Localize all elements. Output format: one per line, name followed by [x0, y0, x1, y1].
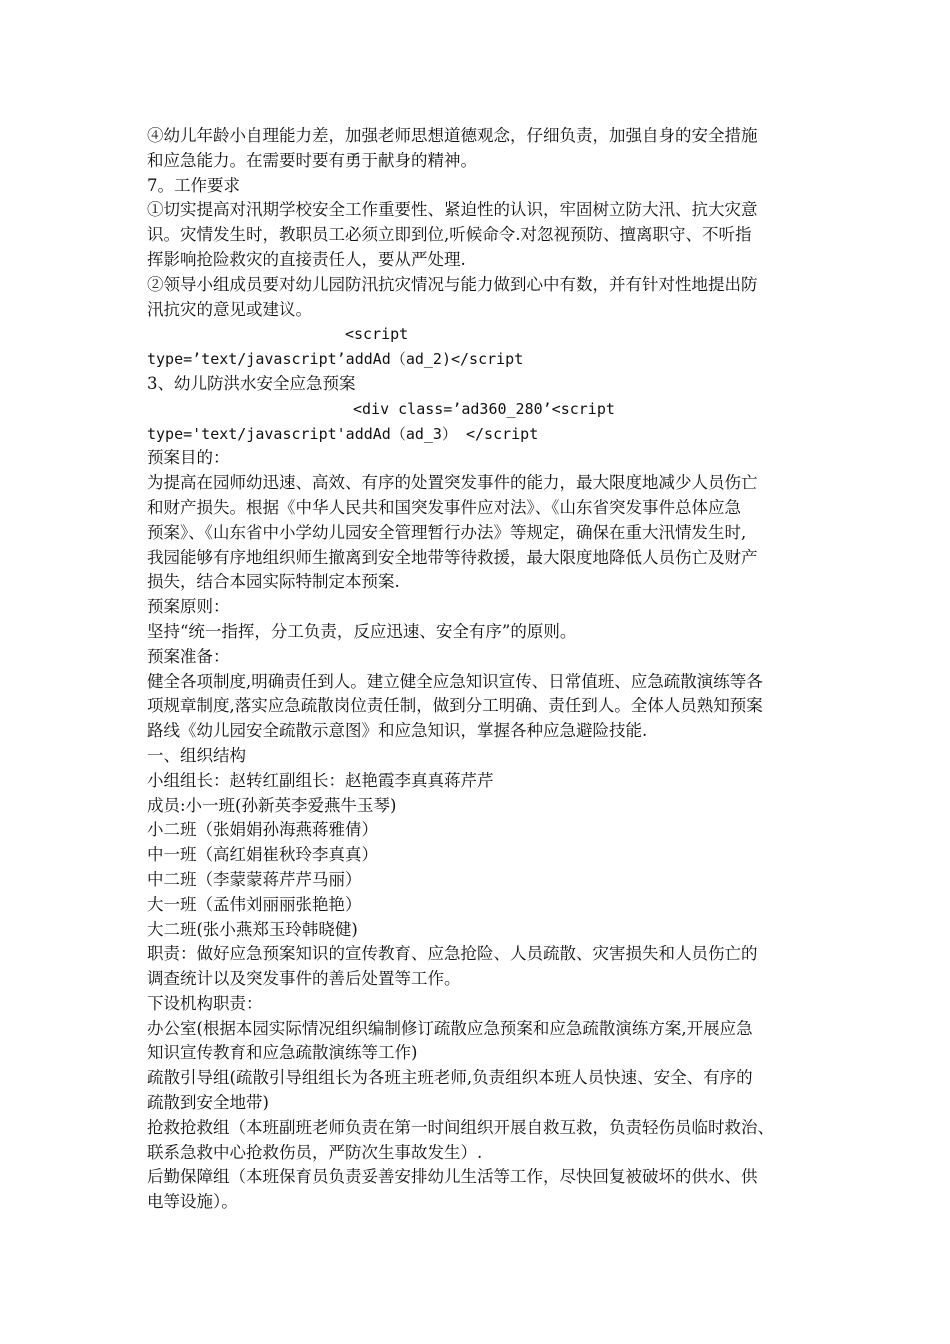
text-line: 小组组长：赵转红副组长：赵艳霞李真真蒋芹芹: [147, 770, 494, 790]
subheading: 预案原则：: [147, 597, 230, 617]
text-line: 职责：做好应急预案知识的宣传教育、应急抢险、人员疏散、灾害损失和人员伤亡的: [147, 944, 758, 964]
text-line: 疏散引导组(疏散引导组组长为各班主班老师,负责组织本班人员快速、安全、有序的: [147, 1068, 753, 1088]
code-fragment: type='text/javascript'addAd（ad_3） </script: [147, 424, 539, 443]
text-line: 中一班（高红娟崔秋玲李真真）: [147, 845, 378, 865]
text-line: 我园能够有序地组织师生撤离到安全地带等待救援，最大限度地降低人员伤亡及财产: [147, 547, 758, 567]
text-line: 健全各项制度,明确责任到人。建立健全应急知识宣传、日常值班、应急疏散演练等各: [147, 671, 763, 691]
text-line: 识。灾情发生时，教职员工必须立即到位,听候命令.对忽视预防、擅离职守、不听指: [147, 225, 752, 245]
subheading: 预案目的：: [147, 448, 230, 468]
text-line: 成员:小一班(孙新英李爱燕牛玉琴): [147, 795, 397, 815]
text-line: 路线《幼儿园安全疏散示意图》和应急知识，掌握各种应急避险技能.: [147, 721, 648, 741]
text-line: 为提高在园师幼迅速、高效、有序的处置突发事件的能力，最大限度地减少人员伤亡: [147, 473, 758, 493]
text-line: 损失，结合本园实际特制定本预案.: [147, 572, 400, 592]
document-page: [147, 124, 812, 1215]
text-line: 和应急能力。在需要时要有勇于献身的精神。: [147, 150, 477, 170]
text-line: 挥影响抢险救灾的直接责任人，要从严处理.: [147, 249, 466, 269]
text-line: 和财产损失。根据《中华人民共和国突发事件应对法》、《山东省突发事件总体应急: [147, 497, 741, 517]
text-line: 中二班（李蒙蒙蒋芹芹马丽）: [147, 869, 362, 889]
text-line: 汛抗灾的意见或建议。: [147, 299, 312, 319]
text-line: ①切实提高对汛期学校安全工作重要性、紧迫性的认识，牢固树立防大汛、抗大灾意: [147, 200, 758, 220]
section-heading: 一、组织结构: [147, 745, 246, 765]
text-line: 大一班（孟伟刘丽丽张艳艳）: [147, 894, 362, 914]
text-line: 办公室(根据本园实际情况组织编制修订疏散应急预案和应急疏散演练方案,开展应急: [147, 1018, 753, 1038]
text-line: 大二班(张小燕郑玉玲韩晓健): [147, 919, 358, 939]
text-line: 后勤保障组（本班保育员负责妥善安排幼儿生活等工作，尽快回复被破坏的供水、供: [147, 1167, 758, 1187]
text-line: 调查统计以及突发事件的善后处置等工作。: [147, 969, 461, 989]
section-heading: 3、幼儿防洪水安全应急预案: [147, 373, 356, 393]
code-fragment: <div class=’ad360_280’<script: [353, 399, 615, 418]
text-line: 坚持“统一指挥，分工负责，反应迅速、安全有序”的原则。: [147, 621, 577, 641]
code-fragment: type=’text/javascript’addAd（ad_2)</script: [147, 350, 524, 369]
section-heading: 7。工作要求: [147, 175, 240, 195]
text-line: 预案》、《山东省中小学幼儿园安全管理暂行办法》等规定，确保在重大汛情发生时,: [147, 522, 747, 542]
subheading: 预案准备：: [147, 646, 230, 666]
text-line: ②领导小组成员要对幼儿园防汛抗灾情况与能力做到心中有数，并有针对性地提出防: [147, 274, 758, 294]
text-line: 联系急救中心抢救伤员，严防次生事故发生）.: [147, 1142, 483, 1162]
text-line: ④幼儿年龄小自理能力差，加强老师思想道德观念，仔细负责，加强自身的安全措施: [147, 126, 758, 145]
text-line: 电等设施）。: [147, 1192, 238, 1212]
text-line: 小二班（张娟娟孙海燕蒋雅倩）: [147, 820, 378, 840]
text-line: 抢救抢救组（本班副班老师负责在第一时间组织开展自救互救，负责轻伤员临时救治、: [147, 1117, 774, 1137]
subheading: 下设机构职责：: [147, 993, 263, 1013]
text-line: 知识宣传教育和应急疏散演练等工作): [147, 1043, 418, 1063]
text-line: 疏散到安全地带): [147, 1093, 269, 1113]
code-fragment: <script: [345, 325, 409, 344]
text-line: 项规章制度,落实应急疏散岗位责任制，做到分工明确、责任到人。全体人员熟知预案: [147, 696, 763, 716]
